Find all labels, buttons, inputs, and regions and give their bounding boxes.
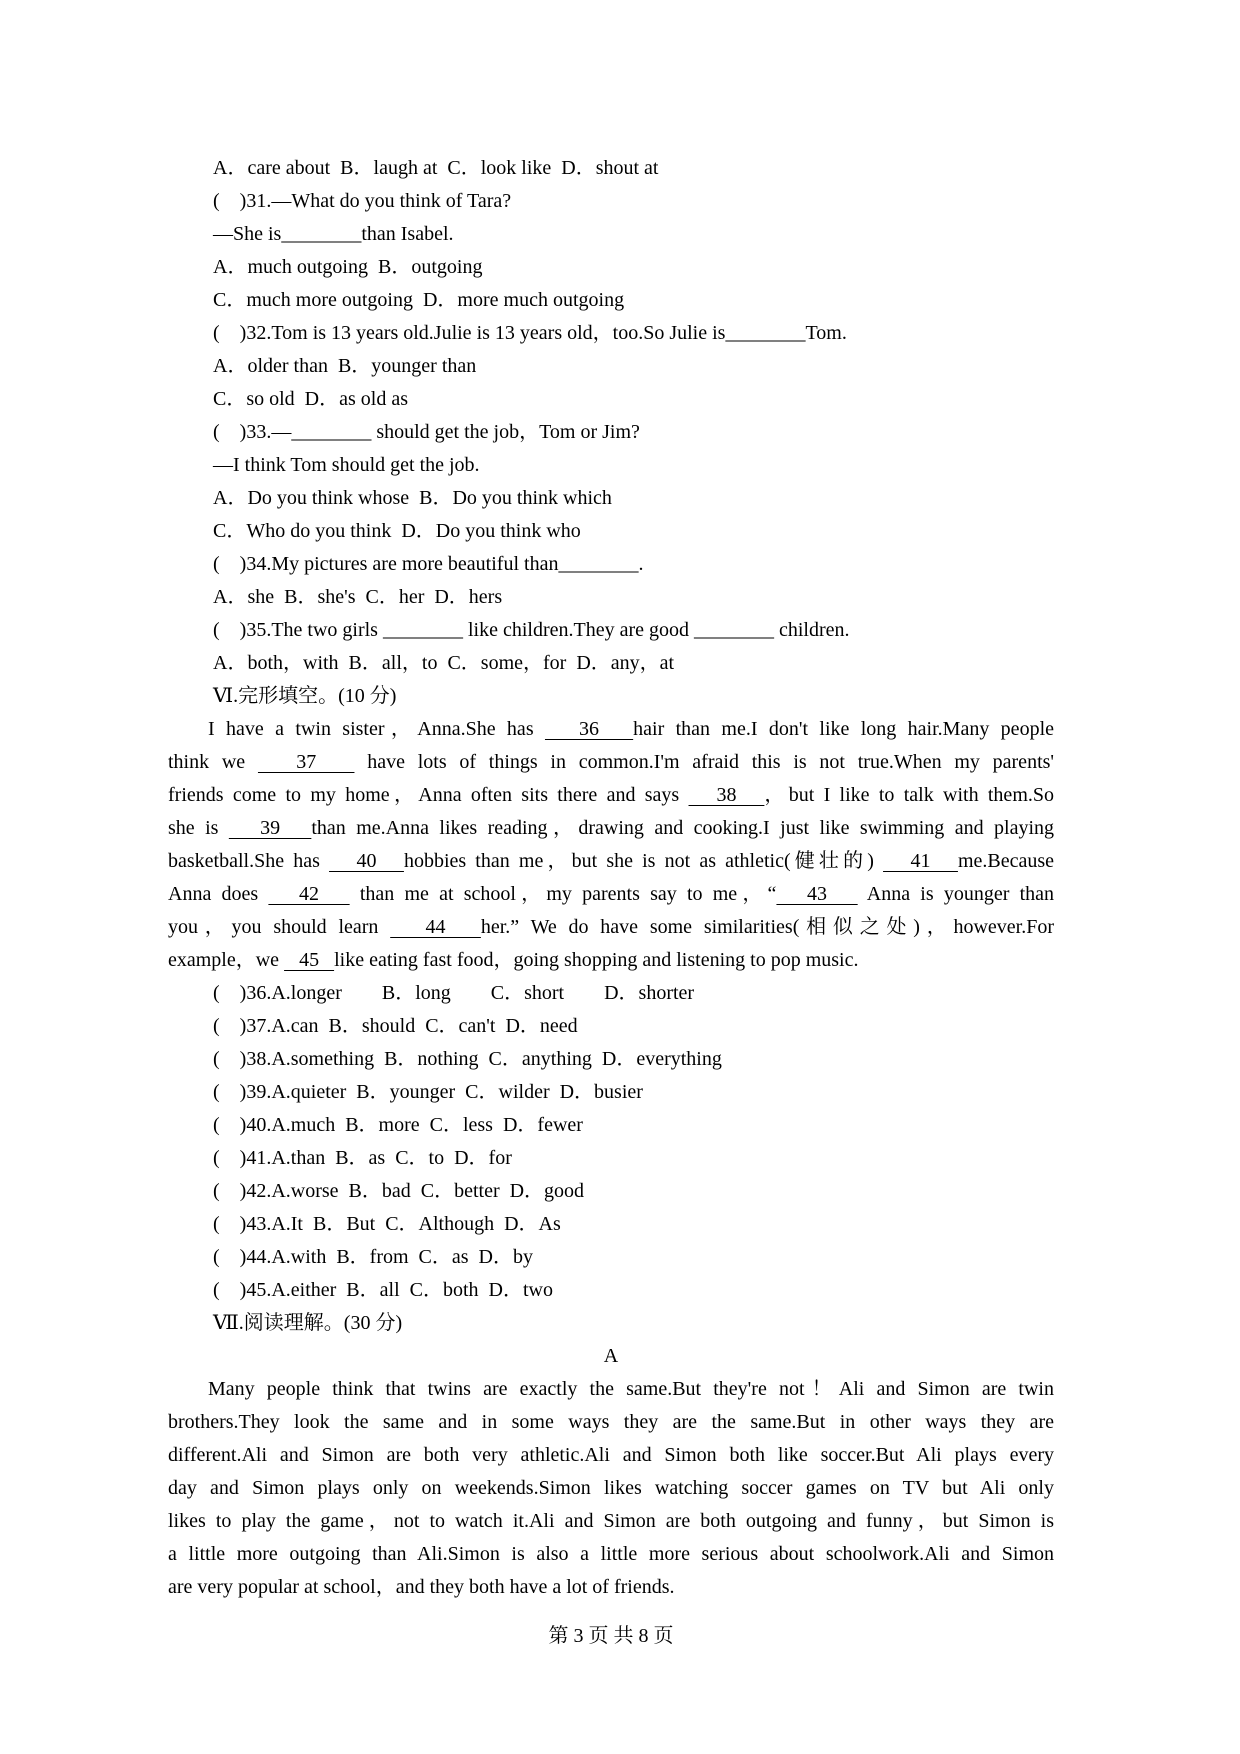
passage-text: basketball.She has <box>168 850 330 872</box>
passage-text: Anna is younger than <box>857 883 1055 905</box>
cloze-passage-line <box>168 911 1054 944</box>
cloze-question-44: ( )44.A.with B．from C．as D．by <box>213 1246 533 1268</box>
cloze-question-43: ( )43.A.It B．But C．Although D．As <box>213 1213 561 1235</box>
cloze-passage-line <box>168 878 1054 911</box>
reading-passage-line: different.Ali and Simon are both very athletic.Ali and Simon both like soccer.But Ali plays every <box>168 1444 1054 1466</box>
mc-option-row-35: A．both，with B．all，to C．some，for D．any，at <box>213 652 675 674</box>
cloze-blank-number: 36 <box>544 718 634 740</box>
page-footer: 第 3 页 共 8 页 <box>548 1625 674 1647</box>
cloze-passage-line <box>168 779 1054 812</box>
reading-passage-line: brothers.They look the same and in some ways they are the same.But in other ways they are <box>168 1411 1054 1433</box>
mc-option-row-32-cd: C．so old D．as old as <box>213 388 408 410</box>
mc-question-33: ( )33.—________ should get the job，Tom or Jim? <box>213 421 640 443</box>
cloze-question-36: ( )36.A.longer B．long C．short D．shorter <box>213 982 695 1004</box>
cloze-blank-number: 41 <box>883 850 958 872</box>
passage-text: like eating fast food，going shopping and listening to pop music. <box>334 949 859 971</box>
cloze-question-37: ( )37.A.can B．should C．can't D．need <box>213 1015 578 1037</box>
cloze-question-45: ( )45.A.either B．all C．both D．two <box>213 1279 553 1301</box>
reading-part-label: A <box>603 1345 619 1367</box>
passage-text: than me.Anna likes reading，drawing and cooking.I just like swimming and playing <box>311 817 1055 839</box>
page-content <box>168 152 1054 1604</box>
mc-question-35: ( )35.The two girls ________ like children.They are good ________ children. <box>213 619 850 641</box>
passage-text: think we <box>168 751 258 773</box>
cloze-section-header: Ⅵ.完形填空。(10 分) <box>213 685 397 707</box>
mc-option-row-34: A．she B．she's C．her D．hers <box>213 586 503 608</box>
passage-text: example，we <box>168 949 285 971</box>
cloze-passage-line <box>168 746 1054 779</box>
cloze-question-39: ( )39.A.quieter B．younger C．wilder D．busier <box>213 1081 643 1103</box>
cloze-blank-number: 37 <box>257 751 355 773</box>
reading-passage-line: day and Simon plays only on weekends.Simon likes watching soccer games on TV but Ali only <box>168 1477 1054 1499</box>
passage-text: me.Because <box>957 850 1055 872</box>
mc-option-row-33-cd: C．Who do you think D．Do you think who <box>213 520 581 542</box>
passage-text: ，but I like to talk with them.So <box>764 784 1054 806</box>
mc-question-31: ( )31.—What do you think of Tara? <box>213 190 512 212</box>
mc-option-row-30: A．care about B．laugh at C．look like D．shout at <box>213 157 659 179</box>
mc-option-row-31-ab: A．much outgoing B．outgoing <box>213 256 483 278</box>
passage-text: you，you should learn <box>168 916 391 938</box>
cloze-question-41: ( )41.A.than B．as C．to D．for <box>213 1147 512 1169</box>
mc-question-32: ( )32.Tom is 13 years old.Julie is 13 years old，too.So Julie is________Tom. <box>213 322 847 344</box>
passage-text: than me at school，my parents say to me，“ <box>349 883 777 905</box>
passage-text: hair than me.I don't like long hair.Many people <box>633 718 1054 740</box>
passage-text: I have a twin sister，Anna.She has <box>208 718 545 740</box>
cloze-passage-line <box>168 944 1054 977</box>
cloze-blank-number: 42 <box>268 883 350 905</box>
cloze-question-40: ( )40.A.much B．more C．less D．fewer <box>213 1114 583 1136</box>
cloze-question-42: ( )42.A.worse B．bad C．better D．good <box>213 1180 585 1202</box>
passage-text: hobbies than me，but she is not as athletic(健壮的) <box>403 850 884 872</box>
reading-passage-line: are very popular at school，and they both have a lot of friends. <box>168 1576 675 1598</box>
cloze-blank-number: 45 <box>284 949 335 971</box>
mc-question-31-reply: —She is________than Isabel. <box>213 223 454 245</box>
passage-text: Anna does <box>168 883 269 905</box>
cloze-blank-number: 43 <box>776 883 858 905</box>
reading-passage-line: likes to play the game，not to watch it.Ali and Simon are both outgoing and funny，but Simon is <box>168 1510 1054 1532</box>
mc-question-33-reply: —I think Tom should get the job. <box>213 454 480 476</box>
cloze-passage-line <box>168 812 1054 845</box>
reading-passage-line: a little more outgoing than Ali.Simon is also a little more serious about schoolwork.Ali and Simon <box>168 1543 1054 1565</box>
cloze-blank-number: 39 <box>228 817 312 839</box>
mc-option-row-32-ab: A．older than B．younger than <box>213 355 477 377</box>
cloze-blank-number: 44 <box>390 916 481 938</box>
passage-text: have lots of things in common.I'm afraid this is not true.When my parents' <box>354 751 1055 773</box>
passage-text: her.” We do have some similarities(相似之处)，however.For <box>480 916 1055 938</box>
cloze-blank-number: 38 <box>688 784 765 806</box>
cloze-blank-number: 40 <box>329 850 404 872</box>
passage-text: friends come to my home，Anna often sits there and says <box>168 784 689 806</box>
cloze-passage-line <box>168 845 1054 878</box>
mc-question-34: ( )34.My pictures are more beautiful than________. <box>213 553 644 575</box>
reading-section-header: Ⅶ.阅读理解。(30 分) <box>213 1312 403 1334</box>
cloze-passage-line <box>168 713 1054 746</box>
mc-option-row-31-cd: C．much more outgoing D．more much outgoing <box>213 289 625 311</box>
cloze-question-38: ( )38.A.something B．nothing C．anything D．everything <box>213 1048 722 1070</box>
mc-option-row-33-ab: A．Do you think whose B．Do you think which <box>213 487 612 509</box>
reading-passage-line: Many people think that twins are exactly the same.But they're not！Ali and Simon are twin <box>208 1378 1054 1400</box>
passage-text: she is <box>168 817 229 839</box>
